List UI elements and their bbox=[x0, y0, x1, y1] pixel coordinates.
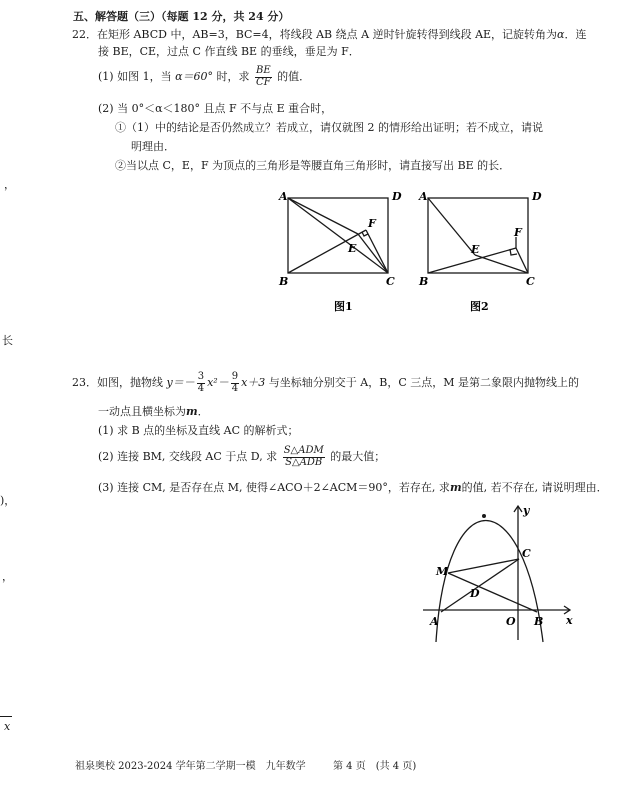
q22-sub2: ②当以点 C，E，F 为顶点的三角形是等腰直角三角形时，请直接写出 BE 的长． bbox=[115, 159, 511, 172]
q23-part2-a: (2) 连接 BM, 交线段 AC 于点 D, 求 bbox=[98, 450, 278, 463]
q23-line1-b: 与坐标轴分别交于 A，B，C 三点，M 是第二象限内抛物线上的 bbox=[268, 376, 579, 389]
q23-eq-y: y＝－ bbox=[166, 376, 195, 389]
fig1-segment-AC bbox=[288, 198, 388, 273]
fig1-label-D: D bbox=[392, 190, 402, 203]
q23-part2 bbox=[98, 446, 385, 468]
q23-line-MB bbox=[448, 573, 537, 612]
q22-fraction bbox=[255, 66, 272, 88]
q23-area-den: S△ADB bbox=[285, 456, 323, 468]
fig2-label-B: B bbox=[419, 275, 429, 288]
margin-mark-2: 长 bbox=[2, 334, 13, 347]
q22-line2: 接 BE，CE，过点 C 作直线 BE 的垂线，垂足为 F． bbox=[98, 45, 360, 58]
fig2-rectangle bbox=[428, 198, 528, 273]
q23-part1: (1) 求 B 点的坐标及直线 AC 的解析式； bbox=[98, 424, 299, 437]
fig2-label-E: E bbox=[471, 243, 480, 256]
q22-part1 bbox=[98, 66, 310, 88]
margin-mark-1: ， bbox=[4, 178, 15, 191]
q23-line2-a: 一动点且横坐标为 bbox=[98, 405, 186, 418]
q22-fraction-num: BE bbox=[256, 65, 271, 76]
margin-mark-4: ， bbox=[2, 570, 13, 583]
q22-part2: (2) 当 0°＜α＜180° 且点 F 不与点 E 重合时， bbox=[98, 102, 333, 115]
q22-fraction-den: CF bbox=[256, 76, 271, 88]
margin-mark-3: )， bbox=[0, 494, 16, 507]
q23-line1 bbox=[72, 372, 579, 394]
q23-line2 bbox=[98, 405, 209, 420]
q23-eq-frac2 bbox=[231, 372, 239, 394]
q22-figure-2 bbox=[418, 190, 542, 320]
fig2-label-F: F bbox=[514, 226, 522, 239]
q23-label-O: O bbox=[506, 615, 516, 628]
q23-eq-frac1-den: 4 bbox=[197, 382, 205, 394]
q23-parabola bbox=[436, 521, 543, 643]
q22-part1-c: 的值． bbox=[277, 70, 311, 83]
q23-label-A: A bbox=[430, 615, 439, 628]
q23-figure bbox=[418, 500, 578, 650]
q22-line1 bbox=[72, 28, 586, 43]
q22-sub1b: 明理由． bbox=[131, 140, 175, 153]
q23-label-C: C bbox=[522, 547, 531, 560]
q23-eq-frac1 bbox=[197, 372, 205, 394]
q22-line1-text: 22．在矩形 ABCD 中，AB=3，BC=4，将线段 AB 绕点 A 逆时针旋转得到线段 AE，记旋转角为 bbox=[72, 28, 558, 41]
q23-eq-mid: x²－ bbox=[207, 376, 229, 389]
q23-eq-frac2-den: 4 bbox=[231, 382, 239, 394]
q23-eq-frac1-num: 3 bbox=[197, 371, 205, 382]
margin-axis-stub bbox=[0, 716, 12, 717]
q23-label-y: y bbox=[523, 504, 530, 517]
fig1-label-E: E bbox=[348, 242, 357, 255]
fig2-label-D: D bbox=[532, 190, 542, 203]
q23-part3-b: 的值, 若不存在, 请说明理由． bbox=[461, 481, 608, 494]
q23-label-D: D bbox=[470, 587, 480, 600]
fig2-caption: 图2 bbox=[470, 300, 489, 313]
q23-line2-b: ． bbox=[197, 405, 209, 418]
q23-line2-m: m bbox=[186, 405, 198, 418]
q23-part3-a: (3) 连接 CM, 是否存在点 M, 使得∠ACO＋2∠ACM＝90°，若存在, 求 bbox=[98, 481, 450, 494]
q23-area-num: S△ADM bbox=[283, 445, 324, 456]
q23-part2-b: 的最大值； bbox=[330, 450, 386, 463]
footer-left: 祖泉奥校 2023-2024 学年第二学期一模 九年数学 bbox=[75, 761, 306, 772]
q23-label-B: B bbox=[534, 615, 544, 628]
q23-label-M: M bbox=[436, 565, 449, 578]
fig1-label-C: C bbox=[386, 275, 395, 288]
q22-sub1a: ①（1）中的结论是否仍然成立？若成立，请仅就图 2 的情形给出证明；若不成立，请说 bbox=[115, 121, 543, 134]
fig1-label-B: B bbox=[279, 275, 289, 288]
footer-right: 第 4 页 (共 4 页) bbox=[333, 761, 417, 772]
q23-vertex-dot bbox=[482, 514, 486, 518]
q22-part1-cond: α＝60° bbox=[175, 70, 214, 83]
q22-part1-a: (1) 如图 1，当 bbox=[98, 70, 172, 83]
q22-figure-1 bbox=[278, 190, 402, 320]
q23-part3-m: m bbox=[449, 481, 462, 494]
q23-eq-end: x＋3 bbox=[241, 376, 266, 389]
q23-part3 bbox=[98, 481, 608, 496]
fig1-label-A: A bbox=[279, 190, 288, 203]
q23-label-x: x bbox=[566, 614, 573, 627]
q23-line1-a: 23．如图，抛物线 bbox=[72, 376, 163, 389]
fig1-segment-FC bbox=[366, 230, 388, 273]
margin-mark-5: x bbox=[4, 720, 11, 733]
fig2-label-A: A bbox=[419, 190, 428, 203]
q22-part1-b: 时，求 bbox=[216, 70, 250, 83]
q23-eq-frac2-num: 9 bbox=[231, 371, 239, 382]
fig2-label-C: C bbox=[526, 275, 535, 288]
q22-line1-end: ．连 bbox=[564, 28, 587, 41]
fig1-segment-AE bbox=[288, 198, 358, 234]
section-heading: 五、解答题（三）（每题 12 分，共 24 分） bbox=[73, 10, 290, 23]
fig1-caption: 图1 bbox=[334, 300, 353, 313]
q23-area-fraction bbox=[283, 446, 325, 468]
q22-alpha: α bbox=[557, 28, 565, 41]
fig2-segment-AE bbox=[428, 198, 475, 255]
fig1-label-F: F bbox=[368, 217, 376, 230]
